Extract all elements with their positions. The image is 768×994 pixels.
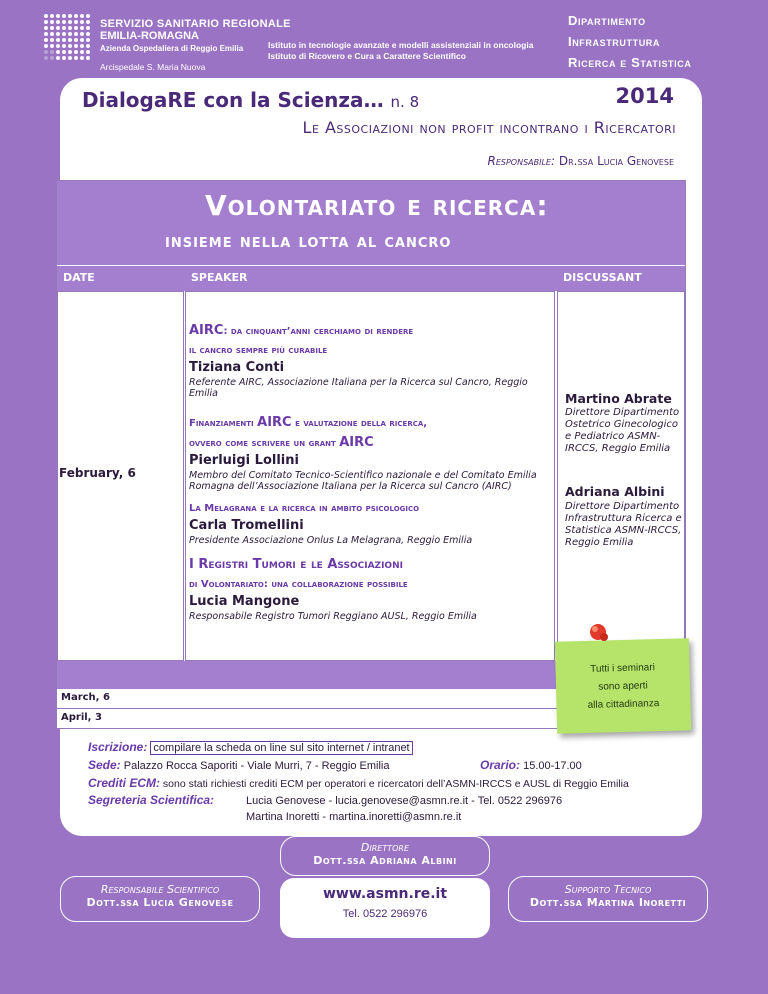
logo-dot (62, 26, 66, 30)
logo-dot (56, 32, 60, 36)
banner-line-2: insieme nella lotta al cancro (165, 231, 452, 252)
dept-line-1: Dipartimento (568, 13, 646, 28)
logo-dot (68, 32, 72, 36)
hospital-name: Arcispedale S. Maria Nuova (100, 62, 206, 72)
col-header-speaker: SPEAKER (191, 271, 248, 284)
dept-line-2: Infrastruttura (568, 34, 661, 49)
orario-label: Orario: (480, 758, 521, 772)
logo-dot (86, 26, 90, 30)
talk-1-speaker: Tiziana Conti (189, 360, 285, 375)
talk-1-title-a: AIRC (189, 323, 224, 338)
department-block (568, 10, 691, 73)
logo-dot (74, 50, 78, 54)
logo-dot (62, 56, 66, 60)
org-region: EMILIA-ROMAGNA (100, 30, 199, 42)
sede-label: Sede: (88, 758, 121, 772)
talk-2-title-a: Finanziamenti (189, 418, 258, 429)
institute-line-2: Istituto di Ricovero e Cura a Carattere Scientifico (268, 51, 466, 61)
segreteria-line-2: Martina Inoretti - martina.inoretti@asmn.re.it (246, 811, 462, 823)
logo-dot (86, 50, 90, 54)
org-block (100, 18, 291, 53)
event-title (82, 88, 419, 112)
discussant-1-affiliation: Direttore Dipartimento Ostetrico Ginecologico e Pediatrico ASMN-IRCCS, Reggio Emilia (565, 407, 680, 454)
talk-3-affiliation: Presidente Associazione Onlus La Melagrana, Reggio Emilia (189, 535, 473, 546)
note-line-1: Tutti i seminari (590, 662, 656, 675)
talk-1 (189, 321, 559, 399)
logo-dot (44, 32, 48, 36)
sede-text: Palazzo Rocca Saporiti - Viale Murri, 7 - Reggio Emilia (123, 760, 390, 772)
orario-row (480, 758, 582, 772)
iscrizione-label: Iscrizione: (88, 740, 148, 754)
iscrizione-row (88, 740, 413, 754)
note-line-2: sono aperti (598, 680, 648, 693)
logo-dot (80, 32, 84, 36)
logo-dot (62, 32, 66, 36)
logo-dot (74, 14, 78, 18)
logo-dot (68, 44, 72, 48)
tech-support-label: Supporto Tecnico (564, 883, 652, 896)
event-title-text: DialogaRE con la Scienza (82, 88, 364, 112)
logo-dot (80, 56, 84, 60)
talk-4-affiliation: Responsabile Registro Tumori Reggiano AUSL, Reggio Emilia (189, 611, 477, 622)
col-header-discussant: DISCUSSANT (563, 271, 642, 284)
logo-dot (44, 14, 48, 18)
talk-3-speaker: Carla Tromellini (189, 518, 304, 533)
orario-text: 15.00-17.00 (523, 760, 582, 772)
logo-dot (50, 32, 54, 36)
logo-dot (56, 14, 60, 18)
crediti-row (88, 776, 629, 790)
logo-dot (50, 26, 54, 30)
logo-dot (62, 14, 66, 18)
tech-support-pill (508, 876, 708, 922)
logo-dot (86, 44, 90, 48)
discussant-1-name: Martino Abrate (565, 391, 672, 406)
iscrizione-link[interactable]: compilare la scheda on line sul sito internet / intranet (150, 741, 412, 755)
logo-dot (68, 38, 72, 42)
dept-line-3: Ricerca e Statistica (568, 55, 692, 70)
talk-2-title-b: AIRC (257, 415, 292, 430)
segreteria-row (88, 793, 214, 807)
discussant-2-name: Adriana Albini (565, 484, 665, 499)
talk-2-title-e: AIRC (339, 435, 374, 450)
logo-dot (80, 50, 84, 54)
logo-dot (62, 38, 66, 42)
discussant-column (557, 291, 685, 661)
segreteria-line-1: Lucia Genovese - lucia.genovese@asmn.re.it - Tel. 0522 296976 (246, 795, 563, 807)
logo-dot (80, 26, 84, 30)
talk-4-title (189, 555, 559, 594)
logo-dot (56, 44, 60, 48)
talk-3 (189, 499, 559, 546)
event-title-ellipsis: … (363, 88, 384, 112)
logo-dot (56, 50, 60, 54)
event-year: 2014 (615, 84, 674, 108)
talk-2-title (189, 413, 559, 453)
talk-1-title-b: : da cinquant’anni cerchiamo di rendere (223, 326, 414, 337)
logo-dot (62, 20, 66, 24)
org-hospital-agency: Azienda Ospedaliera di Reggio Emilia (100, 44, 244, 53)
talk-3-title: La Melagrana e la ricerca in ambito psicologico (189, 503, 420, 514)
logo-dot (68, 14, 72, 18)
talk-1-title (189, 321, 559, 360)
logo-dot (74, 26, 78, 30)
note-line-3: alla cittadinanza (587, 698, 660, 711)
event-subtitle: Le Associazioni non profit incontrano i Ricercatori (302, 118, 676, 137)
logo-dot (74, 38, 78, 42)
logo-dot (44, 38, 48, 42)
responsible-line (488, 154, 675, 168)
director-label: Direttore (360, 841, 410, 854)
talk-4-title-b: di Volontariato: una collaborazione possibile (189, 579, 408, 590)
crediti-label: Crediti ECM: (88, 776, 160, 790)
logo-dot (50, 56, 54, 60)
scientific-resp-pill (60, 876, 260, 922)
scientific-resp-name: Dott.ssa Lucia Genovese (86, 896, 234, 909)
sede-row (88, 758, 390, 772)
date-february: February, 6 (59, 466, 136, 480)
col-header-date: DATE (63, 271, 95, 284)
logo-dot (80, 44, 84, 48)
logo-dot (44, 26, 48, 30)
logo-dot (80, 14, 84, 18)
logo-dot (62, 50, 66, 54)
responsible-name: Dr.ssa Lucia Genovese (558, 154, 674, 168)
logo-dot (68, 26, 72, 30)
logo-dot (56, 56, 60, 60)
website-pill (280, 878, 490, 938)
logo-dot (50, 38, 54, 42)
talk-2 (189, 413, 559, 492)
logo-dot (74, 20, 78, 24)
logo-dot (44, 56, 48, 60)
logo-dot (44, 50, 48, 54)
logo-dot (74, 44, 78, 48)
talk-2-affiliation: Membro del Comitato Tecnico-Scientifico nazionale e del Comitato Emilia Romagna dell’Associazione Italiana per la Ricerca sul Cancro (AIRC) (189, 470, 537, 492)
talk-4 (189, 555, 559, 622)
talk-2-speaker: Pierluigi Lollini (189, 453, 299, 468)
logo-dot (86, 14, 90, 18)
talk-2-title-c: e valutazione della ricerca, (291, 418, 428, 429)
banner-line-1: Volontariato e ricerca: (205, 189, 549, 222)
director-pill (280, 836, 490, 876)
director-name: Dott.ssa Adriana Albini (313, 854, 457, 867)
logo-dot (68, 56, 72, 60)
talk-4-speaker: Lucia Mangone (189, 594, 300, 609)
segreteria-label: Segreteria Scientifica: (88, 793, 215, 807)
talk-4-title-a: I Registri Tumori e le Associazioni (189, 557, 403, 572)
logo-dot (62, 44, 66, 48)
logo-dot (80, 38, 84, 42)
institute-block (268, 40, 533, 62)
logo-dot (80, 20, 84, 24)
website-link[interactable]: www.asmn.re.it (322, 886, 448, 902)
event-number: n. 8 (390, 93, 420, 111)
date-april: April, 3 (61, 712, 102, 723)
org-name: SERVIZIO SANITARIO REGIONALE (100, 18, 291, 30)
talk-2-title-d: ovvero come scrivere un grant (189, 438, 340, 449)
tech-support-name: Dott.ssa Martina Inoretti (529, 896, 687, 909)
date-march: March, 6 (61, 692, 110, 703)
logo-dot (86, 56, 90, 60)
talk-1-affiliation: Referente AIRC, Associazione Italiana per la Ricerca sul Cancro, Reggio Emilia (189, 377, 528, 399)
sticky-note (555, 638, 691, 733)
logo-dot (44, 44, 48, 48)
logo-dot (50, 14, 54, 18)
logo-dot (86, 38, 90, 42)
pushpin-icon (586, 622, 610, 644)
logo-dot (50, 44, 54, 48)
logo-dot (86, 32, 90, 36)
responsible-label: Responsabile: (487, 154, 556, 168)
talk-1-title-c: il cancro sempre più curabile (189, 345, 328, 356)
institute-line-1: Istituto in tecnologie avanzate e modelli assistenziali in oncologia (268, 40, 534, 50)
logo-dot (68, 50, 72, 54)
logo-dot (86, 20, 90, 24)
footer-phone: Tel. 0522 296976 (342, 908, 428, 920)
discussant-2-affiliation: Direttore Dipartimento Infrastruttura Ricerca e Statistica ASMN-IRCCS, Reggio Emilia (565, 501, 682, 548)
logo-dot (50, 20, 54, 24)
logo-dot (56, 26, 60, 30)
logo-dot (74, 56, 78, 60)
logo-dot (56, 38, 60, 42)
logo-dot (56, 20, 60, 24)
logo-dot (50, 50, 54, 54)
logo-dot (44, 20, 48, 24)
logo-dot (74, 32, 78, 36)
topic-banner (57, 181, 685, 265)
scientific-resp-label: Responsabile Scientifico (100, 883, 220, 896)
logo-dot (68, 20, 72, 24)
ssr-logo (44, 14, 90, 58)
crediti-text: sono stati richiesti crediti ECM per operatori e ricercatori dell’ASMN-IRCCS e AUSL di Reggio Emilia (162, 778, 629, 790)
table-header-row (57, 265, 685, 291)
